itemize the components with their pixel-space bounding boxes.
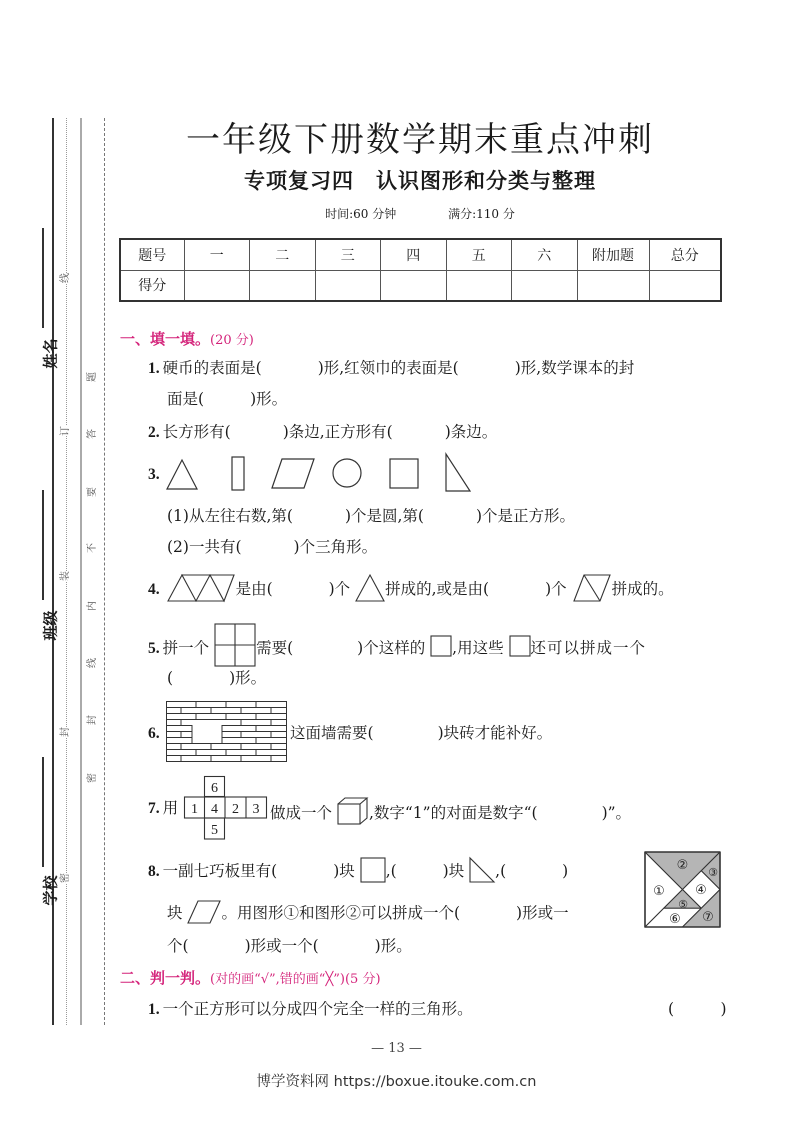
cube-net-svg <box>184 776 268 840</box>
question-text: ) <box>562 862 569 880</box>
footer-watermark: 博学资料网 https://boxue.itouke.com.cn <box>256 1074 537 1090</box>
question-text: )形。 <box>229 669 267 687</box>
question-text: )块 <box>442 862 465 880</box>
row-header: 题号 <box>120 239 184 270</box>
column-header: 总分 <box>649 239 721 270</box>
margin-char: 题 <box>87 372 98 382</box>
parallelogram-icon <box>187 900 221 924</box>
question-1-3-part2 <box>167 536 377 558</box>
column-header: 四 <box>381 239 447 270</box>
question-text: 硬币的表面是( <box>162 359 262 377</box>
margin-char: 密 <box>87 773 98 783</box>
question-text: (2)一共有( <box>167 538 242 556</box>
question-number: 1. <box>148 360 160 377</box>
question-1-4 <box>148 573 674 603</box>
exam-meta <box>110 205 730 222</box>
triangle-unit-icon <box>355 573 385 603</box>
triangle-shape <box>167 460 197 489</box>
question-text: 面是( <box>167 390 205 408</box>
tangram-label: ② <box>676 858 689 873</box>
margin-char: 线 <box>60 273 71 283</box>
question-text: )块砖才能补好。 <box>437 724 553 742</box>
class-field[interactable] <box>42 490 44 600</box>
small-square-icon <box>430 635 452 657</box>
question-text: )形。 <box>250 390 288 408</box>
shapes-row <box>165 454 475 494</box>
section-2-title <box>120 967 381 988</box>
cube-net-figure <box>184 776 268 840</box>
tangram-label: ⑤ <box>678 898 688 911</box>
section-2-heading: 二、判一判。 <box>120 969 211 987</box>
question-1-6-number <box>148 722 163 745</box>
question-1-5-cont <box>167 667 266 689</box>
score-cell[interactable] <box>649 270 721 301</box>
score-cell[interactable] <box>184 270 250 301</box>
margin-char: 不 <box>87 543 98 553</box>
section-1-points: (20 分) <box>210 333 254 348</box>
question-text: 拼成的,或是由( <box>385 580 490 598</box>
margin-char: 内 <box>87 601 98 611</box>
column-header: 五 <box>446 239 512 270</box>
question-text: (1)从左往右数,第( <box>167 507 293 525</box>
section-1-heading: 一、填一填。 <box>120 330 211 348</box>
large-square-figure <box>214 623 256 667</box>
score-cell[interactable] <box>577 270 649 301</box>
question-1-8 <box>148 857 568 883</box>
question-text: 长方形有( <box>162 423 231 441</box>
net-face: 2 <box>232 802 239 817</box>
time-limit: 时间:60 分钟 <box>325 207 397 221</box>
margin-char: 要 <box>87 487 98 497</box>
parallelogram-shape <box>272 459 314 488</box>
question-text: 这面墙需要( <box>290 724 374 742</box>
question-text: )个这样的 <box>357 639 426 657</box>
question-text: )个 <box>328 580 351 598</box>
page-number: — 13 — <box>371 1041 422 1056</box>
parallelogram-unit-icon <box>572 573 612 603</box>
question-text: ,( <box>385 862 397 880</box>
tangram-label: ③ <box>708 866 718 879</box>
question-number: 5. <box>148 640 160 657</box>
square-icon <box>360 857 386 883</box>
question-text: 块 <box>167 904 183 922</box>
question-1-5 <box>148 623 646 667</box>
question-text: 是由( <box>235 580 273 598</box>
question-text: )形,数学课本的封 <box>514 359 635 377</box>
question-text: 用 <box>162 799 179 817</box>
score-cell[interactable] <box>315 270 381 301</box>
margin-char: 封 <box>60 727 71 737</box>
question-number: 7. <box>148 800 160 817</box>
margin-char: 线 <box>87 658 98 668</box>
question-1-3-number <box>148 463 163 486</box>
question-1-7 <box>270 797 631 825</box>
score-cell[interactable] <box>446 270 512 301</box>
score-cell[interactable] <box>250 270 316 301</box>
page-subtitle: 专项复习四 认识图形和分类与整理 <box>244 168 596 193</box>
question-1-1 <box>148 357 634 380</box>
margin-char: 答 <box>87 429 98 439</box>
question-text: )块 <box>333 862 355 880</box>
net-face: 1 <box>191 802 198 817</box>
question-text: )形,红领巾的表面是( <box>317 359 459 377</box>
section-2-instructions: (对的画“√”,错的画“╳”)(5 分) <box>210 972 381 987</box>
question-1-3-part1 <box>167 505 575 527</box>
column-header: 一 <box>184 239 250 270</box>
right-triangle-shape <box>446 454 470 491</box>
row-header: 得分 <box>120 270 184 301</box>
question-number: 1. <box>148 1001 160 1018</box>
tangram-label: ⑦ <box>702 910 714 925</box>
question-text: ,数字“1”的对面是数字“( <box>368 804 538 822</box>
margin-char: 密 <box>60 873 71 883</box>
judge-answer-box[interactable]: ( ) <box>668 1000 727 1018</box>
cube-icon <box>337 797 369 825</box>
question-text: )”。 <box>601 804 632 822</box>
margin-char: 封 <box>87 715 98 725</box>
question-1-1-cont <box>167 388 287 410</box>
question-text: )个是正方形。 <box>475 507 576 525</box>
question-text: 。用图形①和图形②可以拼成一个( <box>221 904 461 922</box>
question-text: 拼成的。 <box>611 580 674 598</box>
question-1-7-lead <box>148 797 178 820</box>
class-label: 班级 <box>41 610 60 641</box>
question-number: 3. <box>148 466 160 483</box>
question-number: 6. <box>148 725 160 742</box>
question-text: 一个正方形可以分成四个完全一样的三角形。 <box>162 1000 473 1018</box>
circle-shape <box>333 459 361 487</box>
score-cell[interactable] <box>381 270 447 301</box>
column-header: 二 <box>250 239 316 270</box>
question-2-1 <box>148 998 473 1021</box>
question-1-8-cont2 <box>167 935 412 957</box>
question-text: ,( <box>495 862 507 880</box>
tangram-svg <box>645 852 721 928</box>
question-text: )形或一个( <box>244 937 319 955</box>
score-table-header-row <box>120 239 721 270</box>
question-text: )个三角形。 <box>293 538 378 556</box>
name-label: 姓名 <box>41 338 60 369</box>
net-face: 3 <box>252 802 260 817</box>
net-face: 4 <box>211 802 218 817</box>
question-text: 一副七巧板里有( <box>162 862 278 880</box>
score-table-score-row <box>120 270 721 301</box>
question-text: 拼一个 <box>162 639 210 657</box>
tangram-label: ④ <box>695 883 707 898</box>
question-text: )形。 <box>374 937 412 955</box>
rectangle-shape <box>232 457 244 490</box>
question-number: 8. <box>148 863 160 880</box>
question-text: ( <box>167 669 174 687</box>
question-number: 2. <box>148 424 160 441</box>
brick-wall-svg <box>166 701 288 763</box>
binding-line-gray <box>80 118 82 1025</box>
small-square-icon <box>509 635 531 657</box>
question-text: 还可以拼成一个 <box>530 639 647 657</box>
question-text: 个( <box>167 937 189 955</box>
tangram-label: ⑥ <box>669 912 681 927</box>
column-header: 附加题 <box>577 239 649 270</box>
question-text: ,用这些 <box>452 639 504 657</box>
question-text: 需要( <box>256 639 294 657</box>
question-1-8-cont <box>167 900 569 924</box>
section-1-title <box>120 328 254 349</box>
question-1-2 <box>148 421 497 444</box>
question-text: )个 <box>545 580 567 598</box>
triangle-strip-figure <box>168 573 236 603</box>
score-table <box>119 238 722 302</box>
page-title: 一年级下册数学期末重点冲刺 <box>186 120 654 160</box>
net-face-bottom: 5 <box>211 823 218 838</box>
name-field[interactable] <box>42 228 44 328</box>
column-header: 三 <box>315 239 381 270</box>
score-cell[interactable] <box>512 270 578 301</box>
tangram-label: ① <box>653 884 665 899</box>
cut-line-dashed <box>104 118 105 1025</box>
question-text: )条边,正方形有( <box>282 423 393 441</box>
question-text: )个是圆,第( <box>344 507 424 525</box>
question-text: )形或一 <box>516 904 569 922</box>
tangram-figure <box>645 852 721 928</box>
right-triangle-icon <box>469 857 495 883</box>
column-header: 六 <box>512 239 578 270</box>
question-number: 4. <box>148 581 160 598</box>
full-score: 满分:110 分 <box>448 207 515 221</box>
school-label: 学校 <box>41 875 60 906</box>
question-text: )条边。 <box>444 423 498 441</box>
question-1-6 <box>290 722 552 744</box>
brick-wall-figure <box>166 701 288 763</box>
square-shape <box>390 459 418 488</box>
shapes-figure <box>165 454 475 494</box>
margin-char: 订 <box>60 426 71 436</box>
net-face-top: 6 <box>211 781 218 796</box>
question-text: 做成一个 <box>270 804 333 822</box>
margin-char: 装 <box>60 571 71 581</box>
school-field[interactable] <box>42 757 44 867</box>
